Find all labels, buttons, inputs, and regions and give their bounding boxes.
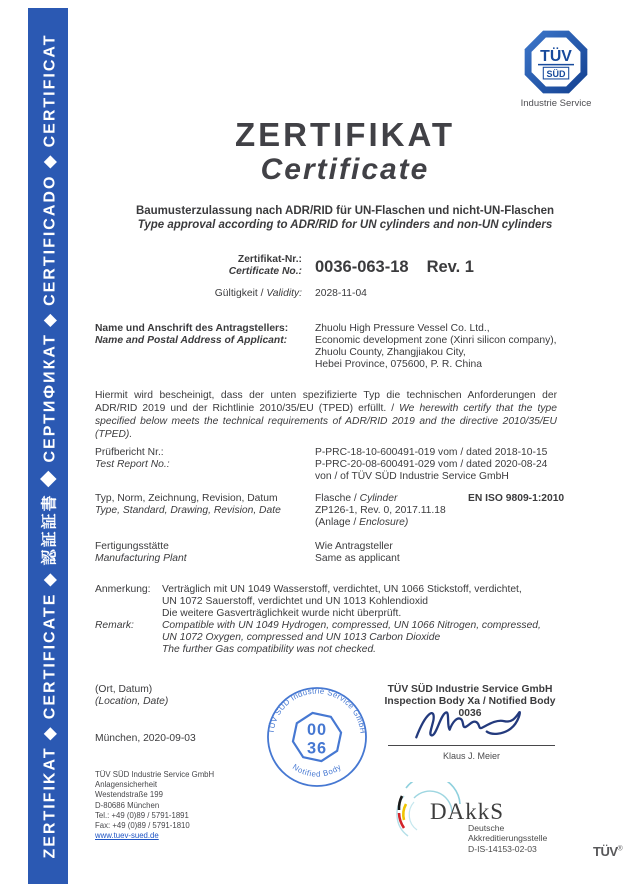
stamp-number-top: 00 (307, 721, 327, 740)
place-date-value: München, 2020-09-03 (95, 733, 196, 744)
validity-label (95, 288, 302, 300)
applicant-address (315, 323, 557, 371)
footer-line: Fax: +49 (0)89 / 5791-1810 (95, 821, 190, 831)
place-date-label (95, 684, 168, 708)
tuv-sud-logo (520, 26, 592, 98)
validity-value: 2028-11-04 (315, 288, 367, 299)
signature (410, 703, 535, 748)
validity-label-de: Gültigkeit / (214, 288, 267, 299)
footer-line: Westendstraße 199 (95, 790, 163, 800)
remark-de-line: Verträglich mit UN 1049 Wasserstoff, verdichtet, UN 1066 Stickstoff, verdichtet, (162, 584, 522, 595)
statement-en: We herewith certify that the type specified below meets the technical requirements of ADR/RID 2019 and the directive 2010/35/EU (TPED). (95, 403, 557, 440)
footer-line: TÜV SÜD Industrie Service GmbH (95, 770, 215, 779)
dakks-accreditation-id: D-IS-14153-02-03 (468, 843, 537, 854)
place-label-en: (Location, Date) (95, 696, 169, 707)
test-report-label-en: Test Report No.: (95, 459, 170, 470)
stamp-icon (258, 678, 376, 796)
statement-de: Hiermit wird bescheinigt, dass der unten spezifizierte Typ die technischen Anforderungen der ADR/RID 2019 und der Richtlinie 2010/35/EU (TPED) erfüllt. / (95, 390, 557, 414)
type-enclosure-en: Enclosure) (359, 517, 409, 528)
remark-text-en (162, 620, 541, 656)
type-value-de: Flasche / (315, 493, 360, 504)
applicant-line: Economic development zone (Xinri silicon company), (315, 335, 557, 346)
type-label-de: Typ, Norm, Zeichnung, Revision, Datum (95, 493, 278, 504)
footer-address (95, 770, 214, 841)
tuv-corner-mark (593, 844, 622, 859)
plant-values (315, 541, 400, 565)
remark-de-line: Die weitere Gasverträglichkeit wurde nicht überprüft. (162, 608, 402, 619)
logo-sud-text: SÜD (546, 68, 566, 79)
test-report-label (95, 447, 170, 471)
place-label-de: (Ort, Datum) (95, 684, 153, 695)
test-report-line: von / of TÜV SÜD Industrie Service GmbH (315, 471, 509, 482)
type-drawing: ZP126-1, Rev. 0, 2017.11.18 (315, 505, 446, 516)
type-label (95, 493, 281, 517)
certificate-number: 0036-063-18 (315, 258, 409, 276)
dakks-line: Deutsche (468, 823, 505, 833)
validity-label-en: Validity: (266, 288, 302, 299)
applicant-label-en: Name and Postal Address of Applicant: (95, 335, 288, 346)
certificate-number-label-en: Certificate No.: (228, 266, 302, 277)
subtitle-de: Baumusterzulassung nach ADR/RID für UN-Flaschen und nicht-UN-Flaschen (135, 205, 555, 217)
remark-label-de: Anmerkung: (95, 584, 151, 595)
remark-en-line: UN 1072 Oxygen, compressed and UN 1013 Carbon Dioxide (162, 632, 441, 643)
stamp-number-bottom: 36 (307, 739, 327, 758)
applicant-label (95, 323, 288, 347)
signature-icon (410, 703, 535, 743)
certificate-number-value (315, 258, 474, 277)
test-report-line: P-PRC-18-10-600491-019 vom / dated 2018-10-15 (315, 447, 548, 458)
certificate-revision: Rev. 1 (426, 258, 474, 276)
svg-text:Notified Body (291, 762, 343, 778)
signature-line (388, 745, 555, 746)
registered-symbol: ® (617, 845, 623, 853)
plant-label (95, 541, 187, 565)
type-enclosure (315, 517, 446, 529)
remark-label-en: Remark: (95, 620, 134, 631)
tuv-corner-text: TÜV (593, 844, 618, 859)
test-report-values (315, 447, 547, 483)
certificate-number-label-de: Zertifikat-Nr.: (237, 254, 302, 265)
stamp-ring-bottom-text: Notified Body (290, 762, 344, 779)
side-band-text: ZERTIFIKAT ◆ CERTIFICATE ◆ 認証証書 ◆ СЕРТИФИКАТ ◆ CERTIFICADO ◆ CERTIFICAT (41, 33, 59, 859)
applicant-line: Hebei Province, 075600, P. R. China (315, 359, 482, 370)
logo-tagline: Industrie Service (520, 98, 592, 109)
applicant-label-de: Name und Anschrift des Antragstellers: (95, 323, 289, 334)
remark-de-line: UN 1072 Sauerstoff, verdichtet und UN 1013 Kohlendioxid (162, 596, 428, 607)
certification-statement (95, 389, 557, 441)
notified-body-stamp (258, 678, 376, 801)
plant-value-de: Wie Antragsteller (315, 541, 393, 552)
subtitle-en: Type approval according to ADR/RID for UN cylinders and non-UN cylinders (137, 219, 553, 231)
footer-line: Anlagensicherheit (95, 780, 157, 790)
applicant-line: Zhuolu High Pressure Vessel Co. Ltd., (315, 323, 490, 334)
plant-label-en: Manufacturing Plant (95, 553, 187, 564)
page-title-en: Certificate (260, 153, 430, 186)
footer-line: Tel.: +49 (0)89 / 5791-1891 (95, 810, 189, 820)
test-report-line: P-PRC-20-08-600491-029 vom / dated 2020-08-24 (315, 459, 548, 470)
type-values (315, 493, 446, 529)
signer-name: Klaus J. Meier (442, 751, 501, 761)
footer-line: D-80686 München (95, 800, 160, 810)
standard-value: EN ISO 9809-1:2010 (468, 493, 565, 504)
plant-value-en: Same as applicant (315, 553, 400, 564)
certificate-side-band (28, 8, 68, 884)
dakks-line: Akkreditierungsstelle (468, 833, 548, 844)
logo-tuv-text: TÜV (540, 47, 572, 65)
issuing-body-line2: Inspection Body Xa / Notified Body 0036 (384, 696, 556, 719)
dakks-wordmark: DAkkS (430, 799, 505, 824)
page-title-de: ZERTIFIKAT (234, 116, 456, 153)
certificate-number-label (95, 254, 302, 278)
remark-text-de (162, 584, 522, 620)
remark-en-line: Compatible with UN 1049 Hydrogen, compressed, UN 1066 Nitrogen, compressed, (162, 620, 541, 631)
tuv-sud-octagon-icon (520, 26, 592, 98)
type-value-line (315, 493, 446, 505)
plant-label-de: Fertigungsstätte (95, 541, 169, 552)
test-report-label-de: Prüfbericht Nr.: (95, 447, 164, 458)
type-label-en: Type, Standard, Drawing, Revision, Date (95, 505, 281, 516)
website-link[interactable]: www.tuev-sued.de (95, 831, 159, 841)
dakks-text (468, 823, 547, 854)
type-value-en: Cylinder (359, 493, 398, 504)
remark-en-line: The further Gas compatibility was not checked. (162, 644, 377, 655)
issuing-body-line1: TÜV SÜD Industrie Service GmbH (387, 684, 553, 695)
type-enclosure-de: (Anlage / (315, 517, 360, 528)
stamp-ring-top-text: TÜV SÜD Industrie Service GmbH (266, 686, 368, 735)
applicant-line: Zhuolu County, Zhangjiakou City, (315, 347, 466, 358)
